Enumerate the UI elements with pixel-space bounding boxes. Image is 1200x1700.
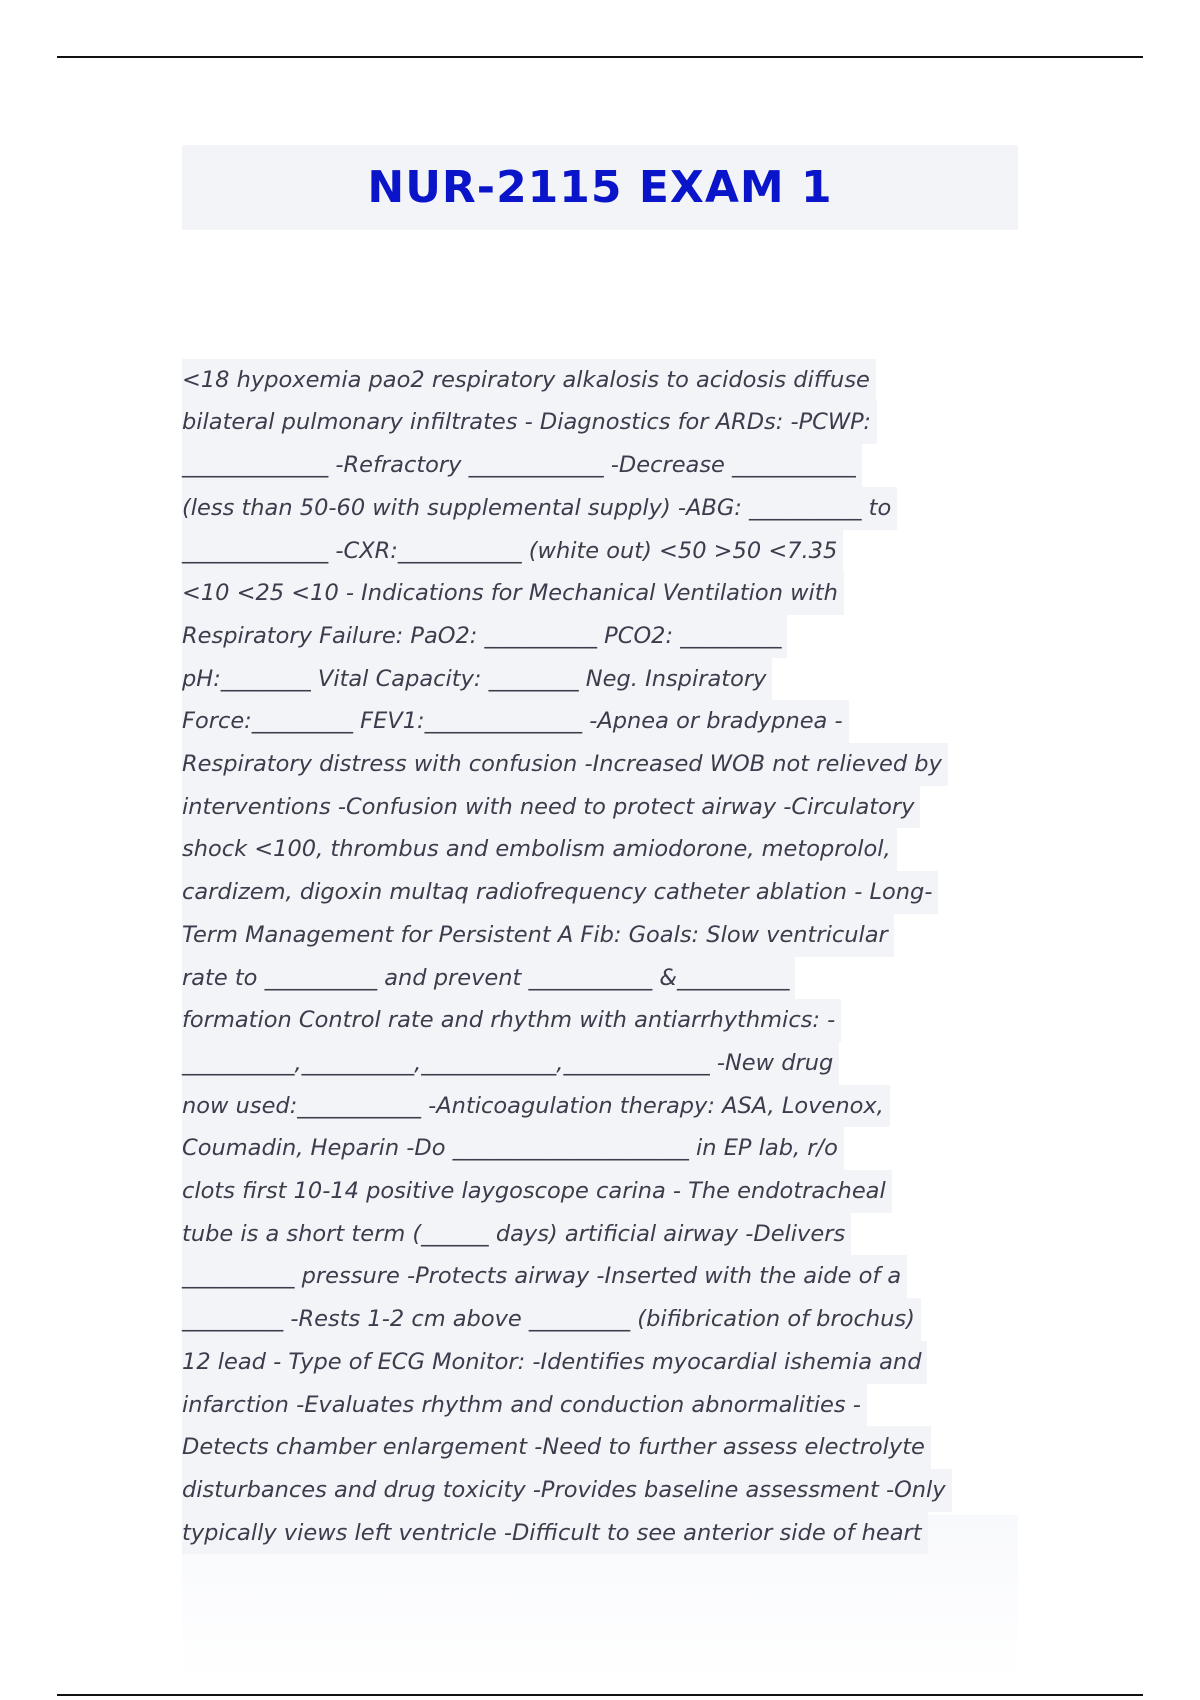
body-line: __________ pressure -Protects airway -Inserted with the aide of a (182, 1255, 907, 1298)
body-line: shock <100, thrombus and embolism amiodorone, metoprolol, (182, 828, 897, 871)
body-line: infarction -Evaluates rhythm and conduction abnormalities - (182, 1384, 867, 1427)
body-line: <10 <25 <10 - Indications for Mechanical Ventilation with (182, 572, 844, 615)
document-title: NUR-2115 EXAM 1 (367, 162, 833, 213)
title-banner (182, 145, 1018, 230)
body-line: interventions -Confusion with need to protect airway -Circulatory (182, 786, 920, 829)
body-line: clots first 10-14 positive laygoscope carina - The endotracheal (182, 1170, 892, 1213)
body-line: Detects chamber enlargement -Need to further assess electrolyte (182, 1426, 931, 1469)
body-line: _________ -Rests 1-2 cm above _________ (bifibrication of brochus) (182, 1298, 921, 1341)
body-line: bilateral pulmonary infiltrates - Diagnostics for ARDs: -PCWP: (182, 401, 877, 444)
body-line: cardizem, digoxin multaq radiofrequency catheter ablation - Long- (182, 871, 938, 914)
body-line: _____________ -Refractory ____________ -Decrease ___________ (182, 444, 862, 487)
body-line: 12 lead - Type of ECG Monitor: -Identifies myocardial ishemia and (182, 1341, 927, 1384)
top-rule (57, 56, 1143, 58)
body-line: pH:________ Vital Capacity: ________ Neg. Inspiratory (182, 658, 772, 701)
body-line: rate to __________ and prevent ___________ &__________ (182, 957, 795, 1000)
body-line: (less than 50-60 with supplemental supply) -ABG: __________ to (182, 487, 897, 530)
body-line: <18 hypoxemia pao2 respiratory alkalosis to acidosis diffuse (182, 359, 876, 402)
body-line: typically views left ventricle -Difficult to see anterior side of heart (182, 1512, 928, 1555)
body-line: __________,__________,____________,_____________ -New drug (182, 1042, 839, 1085)
body-line: disturbances and drug toxicity -Provides baseline assessment -Only (182, 1469, 952, 1512)
document-body (182, 316, 1018, 1554)
body-line: Respiratory distress with confusion -Increased WOB not relieved by (182, 743, 948, 786)
body-line: Term Management for Persistent A Fib: Goals: Slow ventricular (182, 914, 894, 957)
body-line: Respiratory Failure: PaO2: __________ PCO2: _________ (182, 615, 787, 658)
bottom-rule (57, 1694, 1143, 1696)
body-line: Force:_________ FEV1:______________ -Apnea or bradypnea - (182, 700, 849, 743)
body-line: tube is a short term (______ days) artificial airway -Delivers (182, 1213, 851, 1256)
body-line: _____________ -CXR:___________ (white out) <50 >50 <7.35 (182, 530, 843, 573)
body-line: formation Control rate and rhythm with antiarrhythmics: - (182, 999, 841, 1042)
body-line: now used:___________ -Anticoagulation therapy: ASA, Lovenox, (182, 1085, 890, 1128)
body-line: Coumadin, Heparin -Do _____________________ in EP lab, r/o (182, 1127, 844, 1170)
